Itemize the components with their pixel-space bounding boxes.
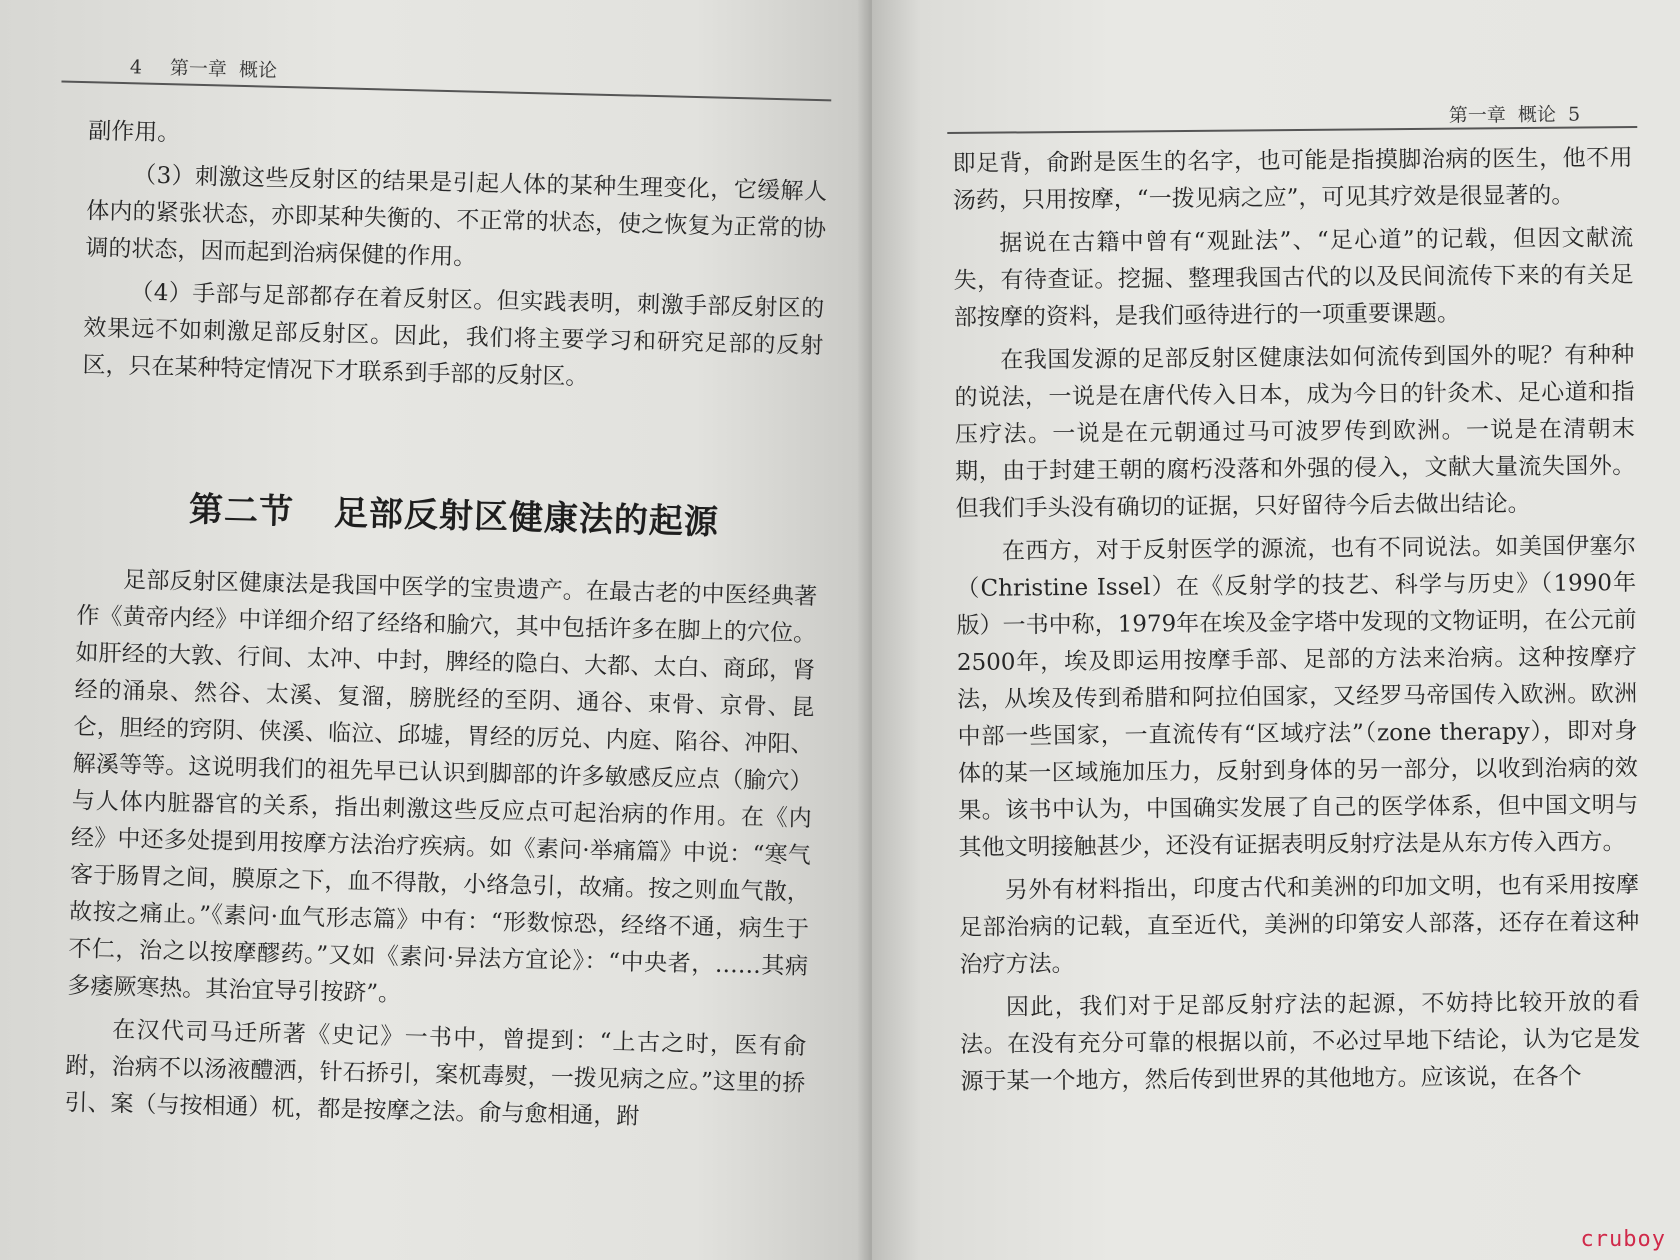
paragraph: 在汉代司马迁所著《史记》一书中，曾提到：“上古之时，医有俞跗，治病不以汤液醴洒，针石挢引，案杌毒熨，一拨见病之应。”这里的挢引、案（与按相通）杌，都是按摩之法。俞与愈相通，跗 [64,1017,807,1130]
paragraph: 在我国发源的足部反射区健康法如何流传到国外的呢？有种种的说法，一说是在唐代传入日本，成为今日的针灸术、足心道和指压疗法。一说是在元朝通过马可波罗传到欧洲。一说是在清朝末期，由于封建王朝的腐朽没落和外强的侵入，文献大量流失国外。但我们手头没有确切的证据，只好留待今后去做出结论。 [954,342,1636,522]
paragraph: 即足背，俞跗是医生的名字，也可能是指摸脚治病的医生，他不用汤药，只用按摩，“一拨见病之应”，可见其疗效是很显著的。 [952,145,1633,214]
paragraph: 在西方，对于反射医学的源流，也有不同说法。如美国伊塞尔（Christine Issel）在《反射学的技艺、科学与历史》（1990年版）一书中称，1979年在埃及金字塔中发现的文物证明，在公元前2500年，埃及即运用按摩手部、足部的方法来治病。这种按摩疗法，从埃及传到希腊和阿拉伯国家，又经罗马帝国传入欧洲。欧洲中部一些国家，一直流传有“区域疗法”（zone therapy），即对身体的某一区域施加压力，反射到身体的另一部分，以收到治病的效果。该书中认为，中国确实发展了自己的医学体系，但中国文明与其他文明接触甚少，还没有证据表明反射疗法是从东方传入西方。 [956,533,1639,861]
left-chapter-label: 第一章 [169,57,228,81]
right-chapter-label: 第一章 [1448,104,1506,127]
right-running-head [1449,100,1581,128]
paragraph: 据说在古籍中曾有“观趾法”、“足心道”的记载，但因文献流失，有待查证。挖掘、整理我国古代的以及民间流传下来的有关足部按摩的资料，是我们亟待进行的一项重要课题。 [953,225,1634,331]
paragraph: （3）刺激这些反射区的结果是引起人体的某种生理变化，它缓解人体内的紧张状态，亦即某种失衡的、不正常的状态，使之恢复为正常的协调的状态，因而起到治病保健的作用。 [85,162,828,271]
paragraph: 足部反射区健康法是我国中医学的宝贵遗产。在最古老的中医经典著作《黄帝内经》中详细介绍了经络和腧穴，其中包括许多在脚上的穴位。如肝经的大敦、行间、太冲、中封，脾经的隐白、大都、太白、商邱，肾经的涌泉、然谷、太溪、复溜，膀胱经的至阴、通谷、束骨、京骨、昆仑，胆经的窍阴、侠溪、临泣、邱墟，胃经的厉兑、内庭、陷谷、冲阳、解溪等等。这说明我们的祖先早已认识到脚部的许多敏感反应点（腧穴）与人体内脏器官的关系，指出刺激这些反应点可起治病的作用。在《内经》中还多处提到用按摩方法治疗疾病。如《素问·举痛篇》中说：“寒气客于肠胃之间，膜原之下，血不得散，小络急引，故痛。按之则血气散，故按之痛止。”《素问·血气形志篇》中有：“形数惊恐，经络不通，病生于不仁，治之以按摩醪药。”又如《素问·异法方宜论》：“中央者，……其病多痿厥寒热。其治宜导引按跻”。 [67,567,818,1008]
left-running-head [130,52,278,83]
left-header-rule [61,81,831,102]
paragraph: 副作用。 [87,118,181,147]
right-page-number: 5 [1567,103,1581,126]
paragraph: 因此，我们对于足部反射疗法的起源，不妨持比较开放的看法。在没有充分可靠的根据以前，不必过早地下结论，认为它是发源于某一个地方，然后传到世界的其他地方。应该说，在各个 [960,989,1641,1095]
right-chapter-title: 概论 [1517,103,1557,127]
section-heading [189,482,720,544]
right-body [952,140,1640,1107]
section-title: 足部反射区健康法的起源 [333,493,720,543]
watermark: cruboy [1580,1227,1666,1252]
paragraph: 另外有材料指出，印度古代和美洲的印加文明，也有采用按摩足部治病的记载，直至近代，美洲的印第安人部落，还存在着这种治疗方法。 [959,872,1640,978]
left-body-top [82,113,829,408]
right-page [872,0,1680,1260]
left-body-section [64,561,818,1146]
left-chapter-title: 概论 [238,58,278,82]
section-number: 第二节 [188,489,295,533]
right-header-rule [947,126,1637,134]
paragraph: （4）手部与足部都存在着反射区。但实践表明，刺激手部反射区的效果远不如刺激足部反射区。因此，我们将主要学习和研究足部的反射区，只在某种特定情况下才联系到手部的反射区。 [82,279,825,391]
left-page-number: 4 [129,56,143,79]
